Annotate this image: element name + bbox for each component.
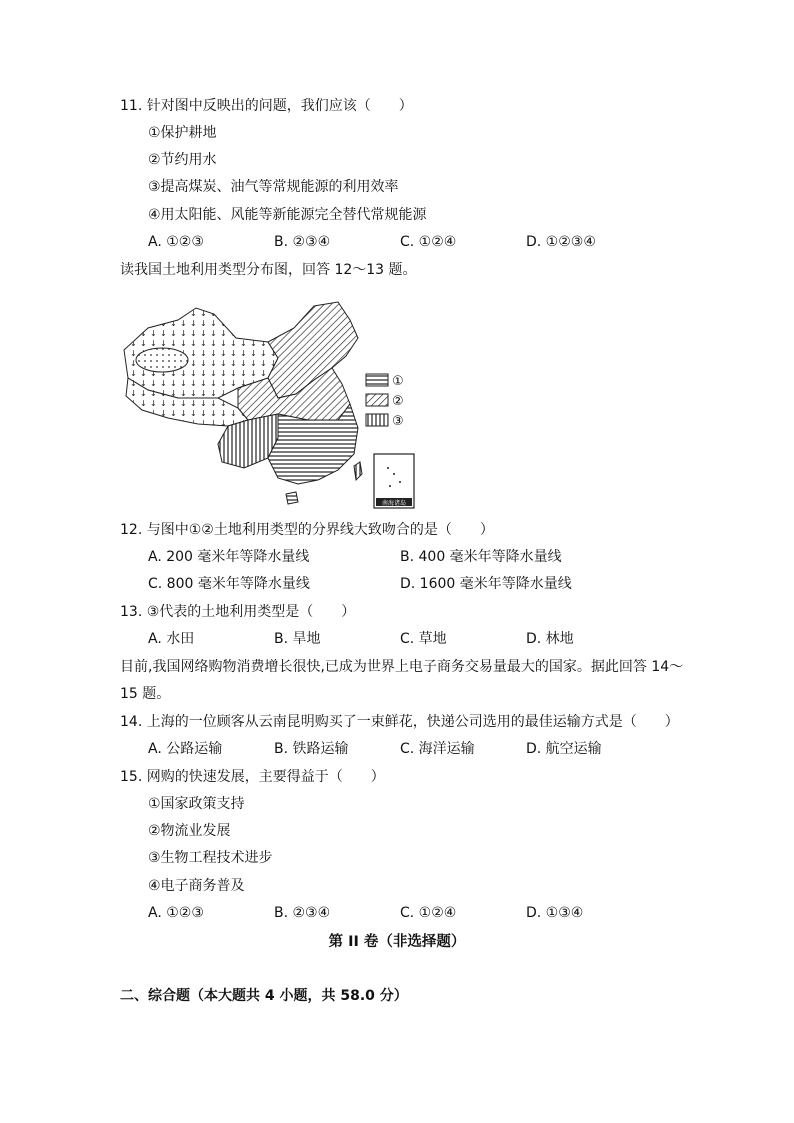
q15-option-a: A. ①②③ [148, 905, 204, 921]
map-intro: 读我国土地利用类型分布图，回答 12～13 题。 [120, 262, 417, 278]
legend-label-1: ① [392, 374, 404, 389]
q12-option-d: D. 1600 毫米年等降水量线 [400, 576, 572, 592]
q11-item-1: ①保护耕地 [148, 125, 217, 141]
q12-option-a: A. 200 毫米年等降水量线 [148, 549, 310, 565]
q12-stem: 12. 与图中①②土地利用类型的分界线大致吻合的是（ ） [120, 522, 494, 538]
q11-item-4: ④用太阳能、风能等新能源完全替代常规能源 [148, 207, 427, 223]
south-sea-inset [374, 454, 414, 508]
legend-label-2: ② [392, 394, 404, 409]
q11-option-a: A. ①②③ [148, 234, 204, 250]
q11-option-c: C. ①②④ [400, 234, 457, 250]
region-hainan [286, 492, 298, 504]
q13-option-c: C. 草地 [400, 631, 447, 647]
q11-item-2: ②节约用水 [148, 152, 217, 168]
q15-item-2: ②物流业发展 [148, 823, 231, 839]
q13-option-a: A. 水田 [148, 631, 195, 647]
q14-option-a: A. 公路运输 [148, 741, 223, 757]
legend-label-3: ③ [392, 414, 404, 429]
section-2-heading: 二、综合题（本大题共 4 小题，共 58.0 分） [120, 988, 408, 1004]
q11-option-b: B. ②③④ [274, 234, 331, 250]
passage-line-2: 15 题。 [120, 686, 171, 702]
section-title: 第 II 卷（非选择题） [328, 934, 466, 950]
region-taiwan [354, 462, 362, 480]
inset-label: 南海诸岛 [382, 500, 407, 507]
q15-option-b: B. ②③④ [274, 905, 331, 921]
q13-option-d: D. 林地 [526, 631, 574, 647]
q11-stem: 11. 针对图中反映出的问题，我们应该（ ） [120, 98, 413, 114]
q15-stem: 15. 网购的快速发展，主要得益于（ ） [120, 769, 385, 785]
q12-option-b: B. 400 毫米年等降水量线 [400, 549, 562, 565]
land-use-map [118, 298, 418, 512]
q15-item-1: ①国家政策支持 [148, 796, 245, 812]
q15-item-4: ④电子商务普及 [148, 878, 245, 894]
q14-option-b: B. 铁路运输 [274, 741, 349, 757]
q14-option-c: C. 海洋运输 [400, 741, 475, 757]
region-basin [136, 348, 188, 372]
q15-item-3: ③生物工程技术进步 [148, 850, 273, 866]
map-legend [366, 374, 404, 429]
q12-option-c: C. 800 毫米年等降水量线 [148, 576, 310, 592]
q14-stem: 14. 上海的一位顾客从云南昆明购买了一束鲜花，快递公司选用的最佳运输方式是（ ） [120, 714, 679, 730]
q11-option-d: D. ①②③④ [526, 234, 596, 250]
q13-option-b: B. 旱地 [274, 631, 321, 647]
q11-item-3: ③提高煤炭、油气等常规能源的利用效率 [148, 179, 399, 195]
q13-stem: 13. ③代表的土地利用类型是（ ） [120, 604, 356, 620]
passage-line-1: 目前,我国网络购物消费增长很快,已成为世界上电子商务交易量最大的国家。据此回答 14～ [120, 659, 684, 675]
q15-option-d: D. ①③④ [526, 905, 584, 921]
q14-option-d: D. 航空运输 [526, 741, 602, 757]
q15-option-c: C. ①②④ [400, 905, 457, 921]
